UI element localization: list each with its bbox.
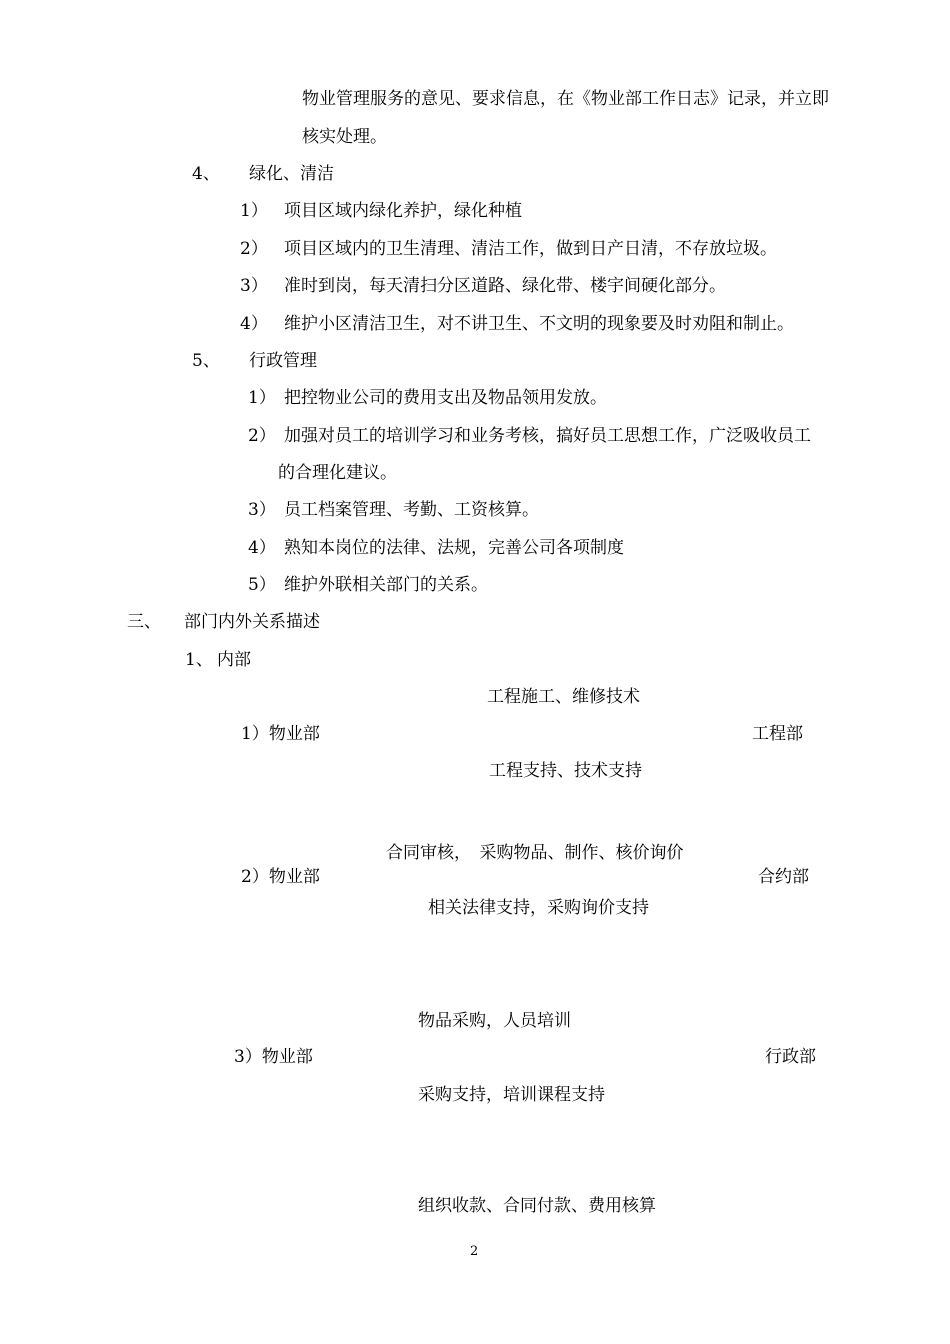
section5-item-1-number: 1） — [248, 388, 276, 408]
relation-2-bottom-label: 相关法律支持，采购询价支持 — [428, 898, 649, 918]
relation-1-right-dept: 工程部 — [752, 724, 803, 744]
section4-item-2-number: 2） — [240, 239, 268, 259]
section4-item-3-text: 准时到岗，每天清扫分区道路、绿化带、楼宇间硬化部分。 — [284, 276, 726, 296]
section5-item-5-text: 维护外联相关部门的关系。 — [284, 575, 488, 595]
page-number: 2 — [470, 1244, 479, 1259]
relation-3-top-label: 物品采购，人员培训 — [418, 1011, 571, 1031]
relation-3-left-dept: 3）物业部 — [234, 1047, 313, 1067]
section5-item-4-text: 熟知本岗位的法律、法规，完善公司各项制度 — [284, 538, 624, 558]
section5-item-1-text: 把控物业公司的费用支出及物品领用发放。 — [284, 388, 607, 408]
relation-4-top-label: 组织收款、合同付款、费用核算 — [418, 1196, 656, 1216]
section5-item-3-text: 员工档案管理、考勤、工资核算。 — [284, 500, 539, 520]
section5-title: 行政管理 — [249, 351, 317, 371]
intro-line-1: 物业管理服务的意见、要求信息，在《物业部工作日志》记录，并立即 — [302, 89, 829, 109]
section3-number: 三、 — [127, 612, 161, 632]
subsection-number: 1、 — [185, 650, 213, 670]
section3-title: 部门内外关系描述 — [184, 612, 320, 632]
section4-item-4-number: 4） — [240, 314, 268, 334]
relation-2-top-label: 合同审核， 采购物品、制作、核价询价 — [386, 843, 684, 863]
relation-2-left-dept: 2）物业部 — [241, 867, 320, 887]
section5-item-5-number: 5） — [248, 575, 276, 595]
section4-number: 4、 — [192, 164, 220, 184]
relation-3-right-dept: 行政部 — [765, 1047, 816, 1067]
section4-title: 绿化、清洁 — [249, 164, 334, 184]
intro-line-2: 核实处理。 — [302, 127, 387, 147]
relation-1-top-label: 工程施工、维修技术 — [487, 687, 640, 707]
section5-item-2-number: 2） — [248, 426, 276, 446]
relation-1-bottom-label: 工程支持、技术支持 — [489, 761, 642, 781]
section5-number: 5、 — [192, 351, 220, 371]
section4-item-3-number: 3） — [240, 276, 268, 296]
relation-3-bottom-label: 采购支持，培训课程支持 — [418, 1085, 605, 1105]
section5-item-3-number: 3） — [248, 500, 276, 520]
relation-1-left-dept: 1）物业部 — [241, 724, 320, 744]
section4-item-4-text: 维护小区清洁卫生，对不讲卫生、不文明的现象要及时劝阻和制止。 — [284, 314, 794, 334]
section5-item-2-text: 加强对员工的培训学习和业务考核，搞好员工思想工作，广泛吸收员工 — [284, 426, 811, 446]
section4-item-1-number: 1） — [240, 201, 268, 221]
section4-item-1-text: 项目区域内绿化养护，绿化种植 — [284, 201, 522, 221]
relation-2-right-dept: 合约部 — [758, 867, 809, 887]
section5-item-4-number: 4） — [248, 538, 276, 558]
section5-item-2-continuation: 的合理化建议。 — [278, 463, 397, 483]
subsection-title: 内部 — [217, 650, 251, 670]
section4-item-2-text: 项目区域内的卫生清理、清洁工作，做到日产日清，不存放垃圾。 — [284, 239, 777, 259]
